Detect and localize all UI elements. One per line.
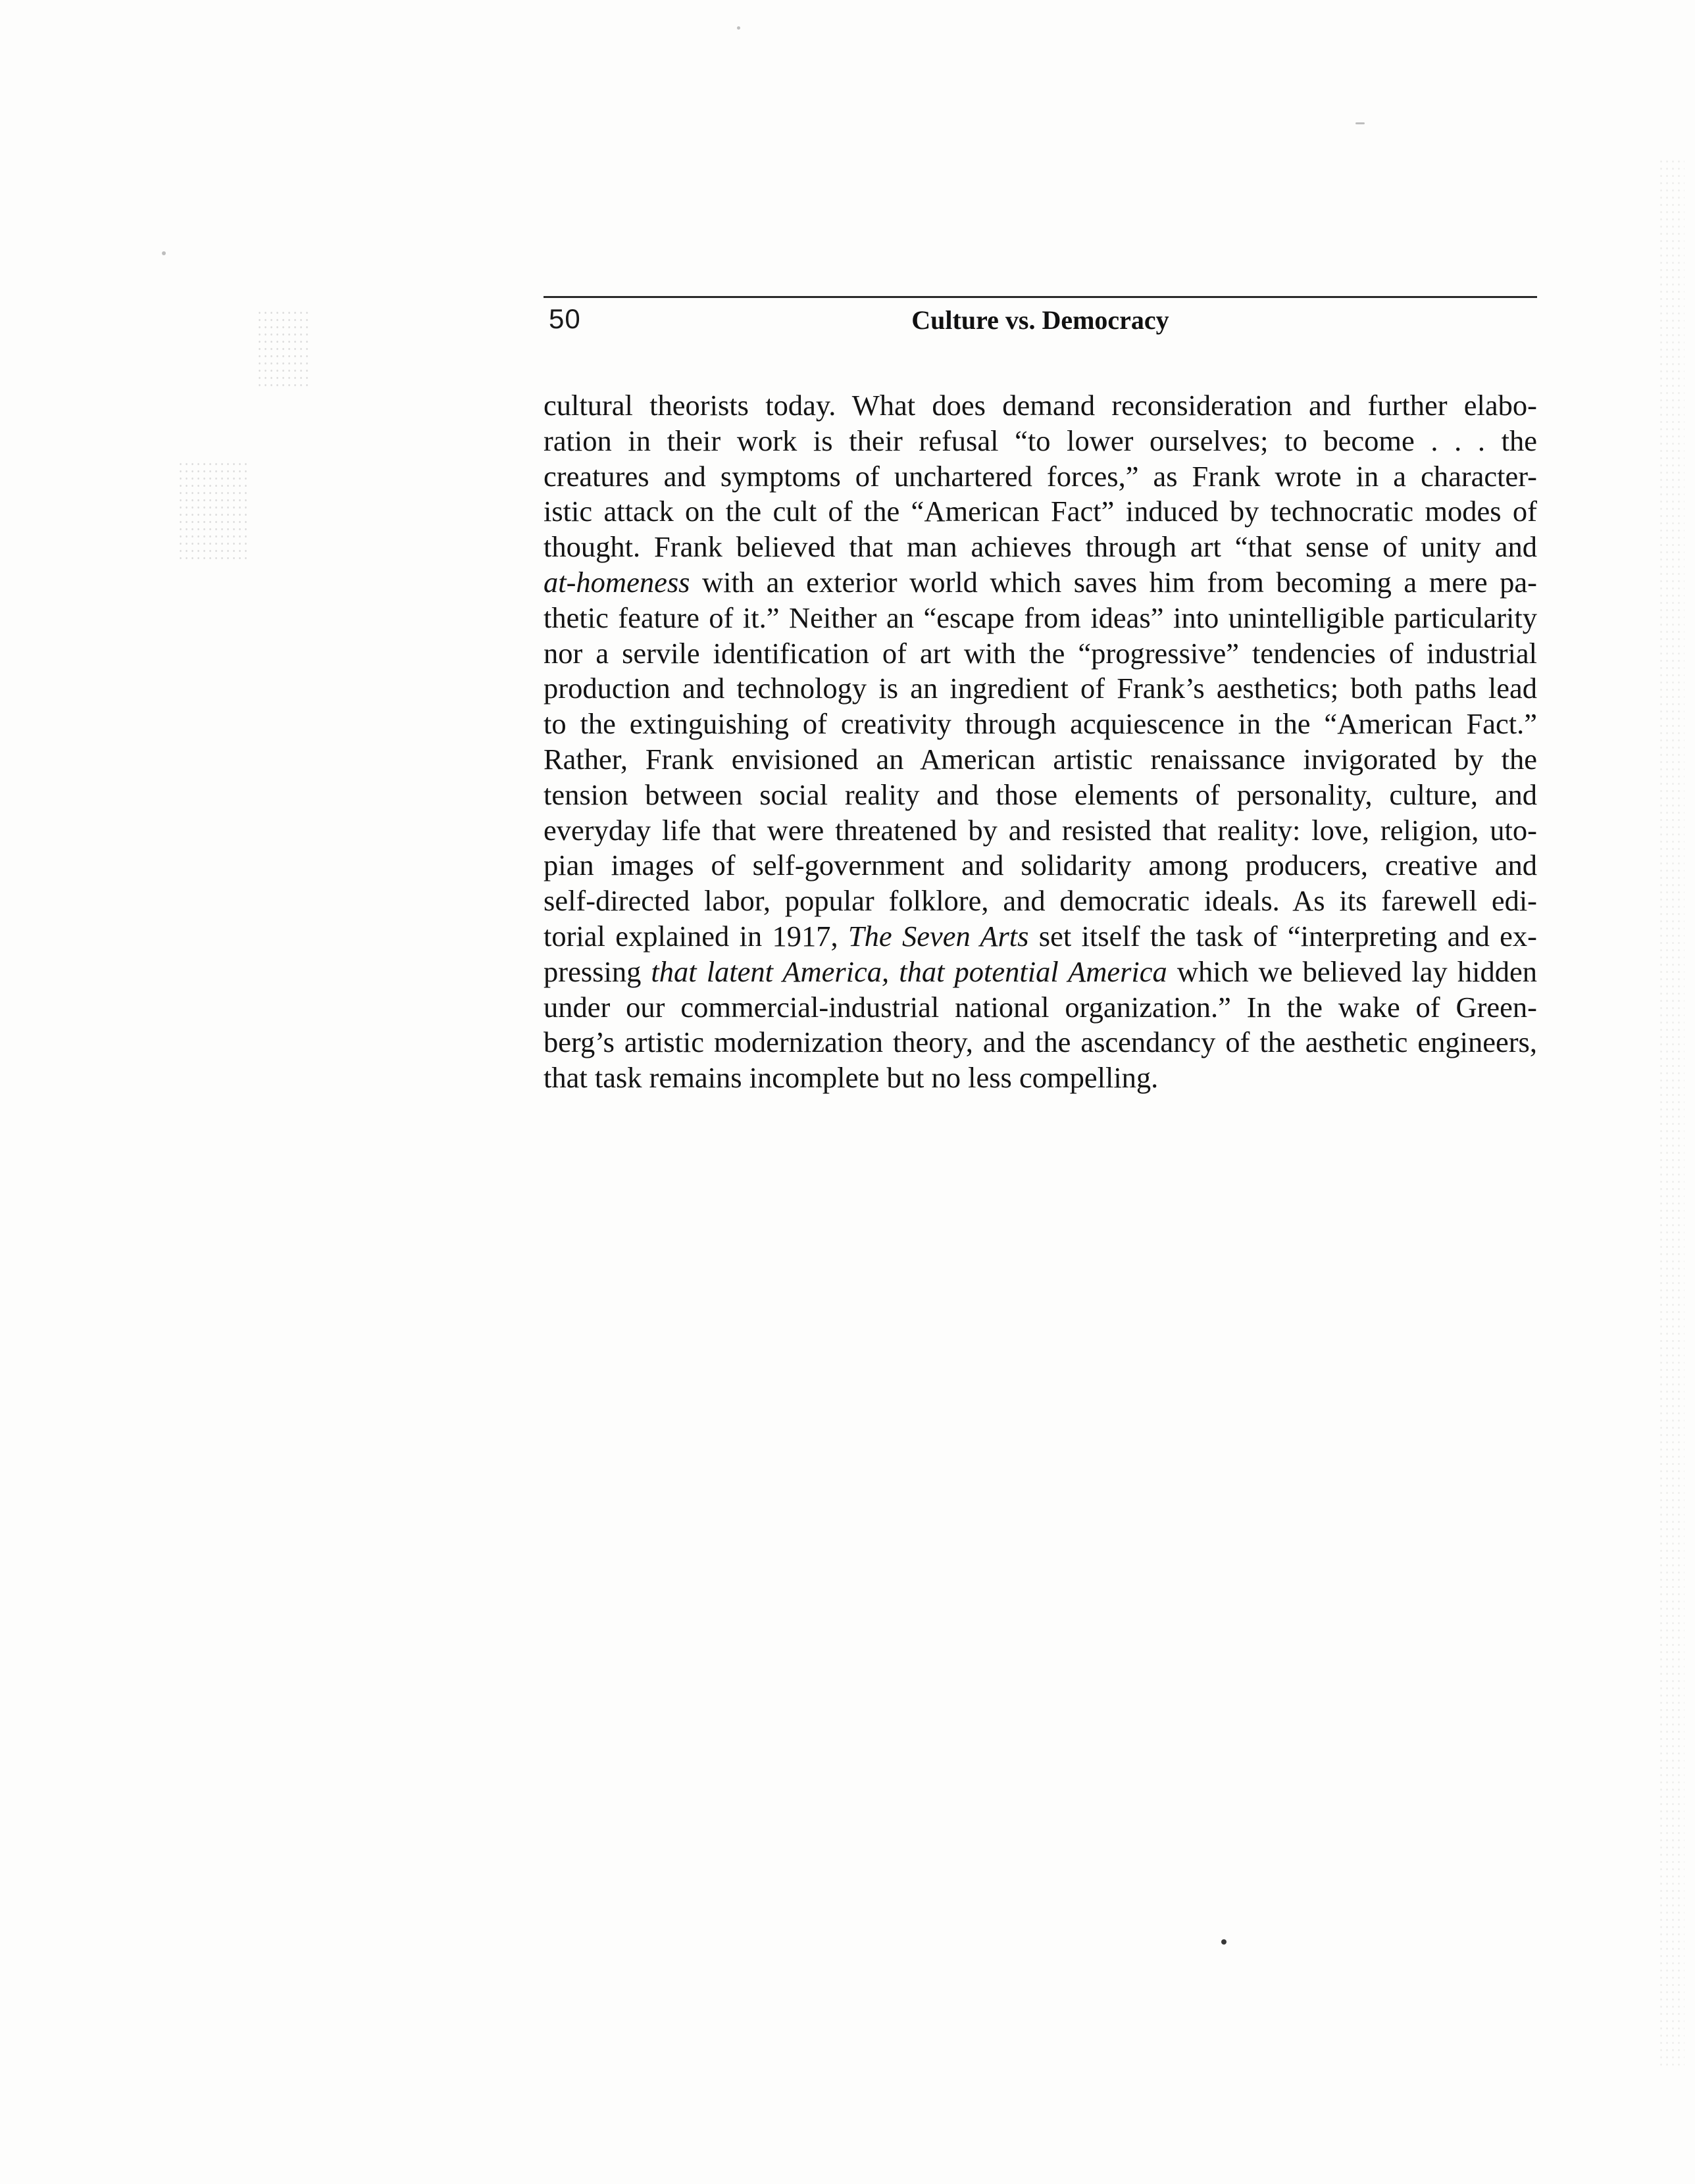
text-line xyxy=(544,1060,1537,1096)
body-paragraph xyxy=(544,388,1537,1096)
text-run: under our commercial-industrial national organization.” In the wake of Green- xyxy=(544,990,1537,1024)
text-run: self-directed labor, popular folklore, and democratic ideals. As its farewell edi- xyxy=(544,884,1537,918)
italic-run: at-homeness xyxy=(544,565,690,599)
text-run: to the extinguishing of creativity through acquiescence in the “American Fact.” xyxy=(544,707,1537,741)
text-line xyxy=(544,1025,1537,1060)
scan-speck xyxy=(1221,1939,1227,1945)
scan-noise-left xyxy=(257,309,309,388)
text-line xyxy=(544,707,1537,742)
text-line xyxy=(544,848,1537,883)
text-run: thought. Frank believed that man achieves through art “that sense of unity and xyxy=(544,530,1537,564)
text-line xyxy=(544,742,1537,778)
text-run: cultural theorists today. What does demand reconsideration and further elabo- xyxy=(544,389,1537,422)
text-run: nor a servile identification of art with the “progressive” tendencies of industrial xyxy=(544,636,1537,670)
text-run: pian images of self-government and solidarity among producers, creative and xyxy=(544,849,1537,882)
page-number: 50 xyxy=(549,303,581,334)
text-run: ration in their work is their refusal “to lower ourselves; to become . . . the xyxy=(544,424,1537,457)
scan-noise-left-2 xyxy=(178,460,250,559)
text-run: everyday life that were threatened by and resisted that reality: love, religion, uto- xyxy=(544,813,1537,847)
text-run: thetic feature of it.” Neither an “escape from ideas” into unintelligible particularity xyxy=(544,601,1537,634)
text-line xyxy=(544,813,1537,849)
text-line xyxy=(544,601,1537,636)
page-header xyxy=(544,296,1537,337)
text-line xyxy=(544,955,1537,990)
text-run: set itself the task of “interpreting and ex- xyxy=(1028,919,1537,953)
text-run: istic attack on the cult of the “American Fact” induced by technocratic modes of xyxy=(544,495,1537,528)
text-run: that task remains incomplete but no less compelling. xyxy=(544,1061,1159,1095)
text-run: which we believed lay hidden xyxy=(1167,955,1537,988)
text-line xyxy=(544,636,1537,672)
text-run: with an exterior world which saves him from becoming a mere pa- xyxy=(690,565,1537,599)
text-line xyxy=(544,990,1537,1026)
text-run: Rather, Frank envisioned an American artistic renaissance invigorated by the xyxy=(544,742,1537,776)
text-run: pressing xyxy=(544,955,651,988)
text-line xyxy=(544,459,1537,495)
italic-run: that latent America, that potential America xyxy=(651,955,1167,988)
text-run: tension between social reality and those elements of personality, culture, and xyxy=(544,778,1537,811)
text-run: berg’s artistic modernization theory, and the ascendancy of the aesthetic engineers, xyxy=(544,1026,1537,1059)
text-line xyxy=(544,883,1537,919)
text-line xyxy=(544,919,1537,955)
text-run: creatures and symptoms of unchartered forces,” as Frank wrote in a character- xyxy=(544,459,1537,493)
scan-noise-right xyxy=(1658,158,1684,2066)
text-line xyxy=(544,530,1537,565)
text-run: production and technology is an ingredient of Frank’s aesthetics; both paths lead xyxy=(544,672,1537,705)
scan-speck xyxy=(162,251,166,255)
running-head: Culture vs. Democracy xyxy=(911,305,1169,335)
text-run: torial explained in 1917, xyxy=(544,919,848,953)
text-line xyxy=(544,778,1537,813)
scan-speck xyxy=(1355,122,1365,124)
text-line xyxy=(544,388,1537,424)
text-line xyxy=(544,671,1537,707)
text-line xyxy=(544,494,1537,530)
scan-speck xyxy=(737,26,740,30)
text-line xyxy=(544,424,1537,459)
italic-run: The Seven Arts xyxy=(848,919,1029,953)
text-line xyxy=(544,565,1537,601)
